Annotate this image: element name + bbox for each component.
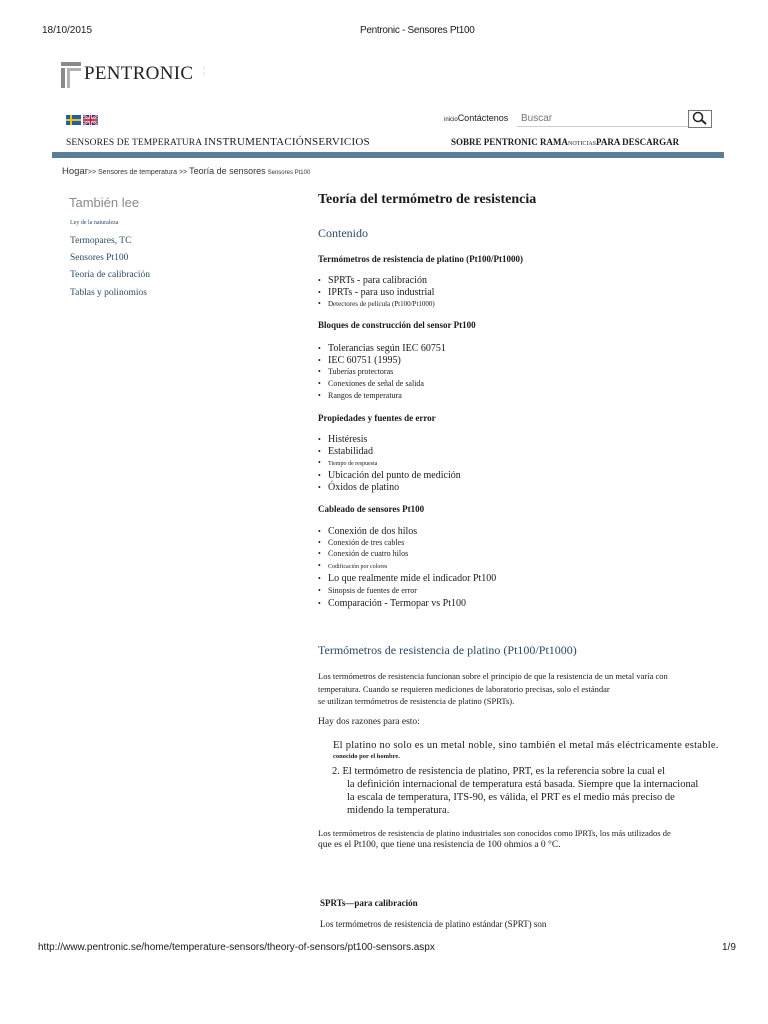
- toc-item[interactable]: • Conexión de dos hilos: [318, 526, 418, 537]
- paragraph-line: temperatura. Cuando se requieren mediciones de laboratorio precisas, solo el estándar: [318, 684, 610, 694]
- toc-section-heading[interactable]: Bloques de construcción del sensor Pt100: [318, 320, 476, 330]
- main-nav-right: [451, 137, 679, 147]
- sidebar-title: También lee: [69, 195, 140, 210]
- search-input[interactable]: [517, 110, 693, 127]
- pentronic-logo[interactable]: [60, 61, 210, 91]
- toc-section-heading[interactable]: Cableado de sensores Pt100: [318, 504, 425, 514]
- toc-item[interactable]: • Rangos de temperatura: [318, 391, 402, 400]
- toc-item[interactable]: • Tiempo de respuesta: [318, 458, 378, 467]
- reason-two-line: midendo la temperatura.: [347, 805, 450, 816]
- nav-divider-bar: [52, 152, 724, 158]
- toc-section-heading[interactable]: Propiedades y fuentes de error: [318, 413, 436, 423]
- toc-item[interactable]: • Lo que realmente mide el indicador Pt100: [318, 573, 497, 584]
- print-page-number: 1/9: [722, 942, 736, 953]
- breadcrumb: [62, 166, 310, 177]
- contact-link[interactable]: Contáctenos: [457, 113, 509, 123]
- breadcrumb-temperature-sensors[interactable]: Sensores de temperatura: [98, 169, 178, 176]
- nav-news[interactable]: NOTICIAS: [568, 141, 597, 147]
- breadcrumb-separator: >>: [178, 169, 188, 176]
- search-button[interactable]: [688, 110, 712, 128]
- toc-item[interactable]: • Conexión de cuatro hilos: [318, 549, 409, 558]
- reason-two-line: la definición internacional de temperatura está basada. Siempre que la internacional: [347, 779, 699, 790]
- toc-item[interactable]: • Óxidos de platino: [318, 482, 400, 493]
- toc-item[interactable]: • Sinopsis de fuentes de error: [318, 586, 417, 595]
- paragraph-line: Los termómetros de resistencia de platino estándar (SPRT) son: [320, 919, 547, 929]
- section-heading: Termómetros de resistencia de platino (Pt100/Pt1000): [318, 643, 577, 657]
- reason-one-continuation: conocido por el hombre.: [333, 753, 400, 760]
- nav-temperature-sensors[interactable]: SENSORES DE TEMPERATURA: [66, 138, 202, 148]
- toc-item[interactable]: • Detectores de película (Pt100/Pt1000): [318, 299, 435, 308]
- nav-about[interactable]: SOBRE PENTRONIC RAMA: [451, 137, 569, 147]
- breadcrumb-separator: >>: [87, 169, 97, 176]
- toc-item[interactable]: • Histéresis: [318, 434, 368, 445]
- logo-separator: ¦: [203, 65, 206, 76]
- nav-instrumentation[interactable]: INSTRUMENTACIÓN: [204, 136, 313, 148]
- logo-mark-icon: [60, 61, 82, 89]
- home-link[interactable]: inicio: [444, 117, 458, 123]
- reason-two-line: 2. El termómetro de resistencia de platino, PRT, es la referencia sobre la cual el: [332, 766, 666, 777]
- page-title: Teoría del termómetro de resistencia: [318, 192, 537, 207]
- uk-flag-icon[interactable]: [83, 115, 98, 125]
- toc-item[interactable]: • IEC 60751 (1995): [318, 355, 401, 366]
- nav-services[interactable]: SERVICIOS: [312, 136, 370, 148]
- contents-heading: Contenido: [318, 226, 368, 240]
- reason-two-line: la escala de temperatura, ITS-90, es válida, el PRT es el medio más preciso de: [347, 792, 675, 803]
- sidebar-link-tables[interactable]: Tablas y polinomios: [70, 288, 147, 298]
- toc-item[interactable]: • IPRTs - para uso industrial: [318, 287, 435, 298]
- magnifier-icon: [691, 111, 709, 125]
- reasons-intro: Hay dos razones para esto:: [318, 717, 420, 727]
- toc-item[interactable]: • Tuberías protectoras: [318, 367, 394, 376]
- toc-item[interactable]: • Conexión de tres cables: [318, 538, 405, 547]
- toc-section-heading[interactable]: Termómetros de resistencia de platino (Pt100/Pt1000): [318, 254, 524, 264]
- logo-text: PENTRONIC: [84, 63, 194, 84]
- sidebar-link-thermocouples[interactable]: Termopares, TC: [70, 236, 132, 246]
- toc-item[interactable]: • Ubicación del punto de medición: [318, 470, 461, 481]
- print-url: http://www.pentronic.se/home/temperature-sensors/theory-of-sensors/pt100-sensors.aspx: [38, 942, 435, 953]
- nav-downloads[interactable]: PARA DESCARGAR: [596, 137, 680, 147]
- subsection-heading: SPRTs—para calibración: [320, 898, 418, 908]
- swedish-flag-icon[interactable]: [66, 115, 81, 125]
- toc-item[interactable]: • SPRTs - para calibración: [318, 275, 427, 286]
- paragraph-line: Los termómetros de resistencia de platino industriales son conocidos como IPRTs, los más utilizados de: [318, 828, 671, 838]
- sidebar-link-law-of-nature[interactable]: Ley de la naturaleza: [70, 220, 119, 226]
- paragraph-line: Los termómetros de resistencia funcionan sobre el principio de que la resistencia de un metal varía con: [318, 671, 668, 681]
- paragraph-line: que es el Pt100, que tiene una resistencia de 100 ohmios a 0 °C.: [318, 840, 561, 850]
- toc-item[interactable]: • Estabilidad: [318, 446, 373, 457]
- sidebar-link-calibration[interactable]: Teoría de calibración: [70, 270, 151, 280]
- sidebar-link-pt100[interactable]: Sensores Pt100: [70, 253, 129, 263]
- toc-item[interactable]: • Comparación - Termopar vs Pt100: [318, 598, 466, 609]
- toc-item[interactable]: • Tolerancias según IEC 60751: [318, 343, 446, 354]
- top-links: [444, 113, 508, 123]
- toc-item[interactable]: • Codificación por colores: [318, 561, 388, 570]
- breadcrumb-theory[interactable]: Teoría de sensores: [189, 166, 266, 176]
- main-nav-left: [66, 136, 370, 148]
- print-date: 18/10/2015: [42, 25, 93, 36]
- breadcrumb-home[interactable]: Hogar: [62, 166, 88, 177]
- print-title: Pentronic - Sensores Pt100: [360, 25, 475, 36]
- paragraph-line: se utilizan termómetros de resistencia de platino (SPRTs).: [318, 696, 515, 706]
- reason-one: El platino no solo es un metal noble, sino también el metal más eléctricamente estable.: [333, 740, 719, 751]
- breadcrumb-current: Sensores Pt100: [267, 170, 311, 176]
- toc-item[interactable]: • Conexiones de señal de salida: [318, 379, 424, 388]
